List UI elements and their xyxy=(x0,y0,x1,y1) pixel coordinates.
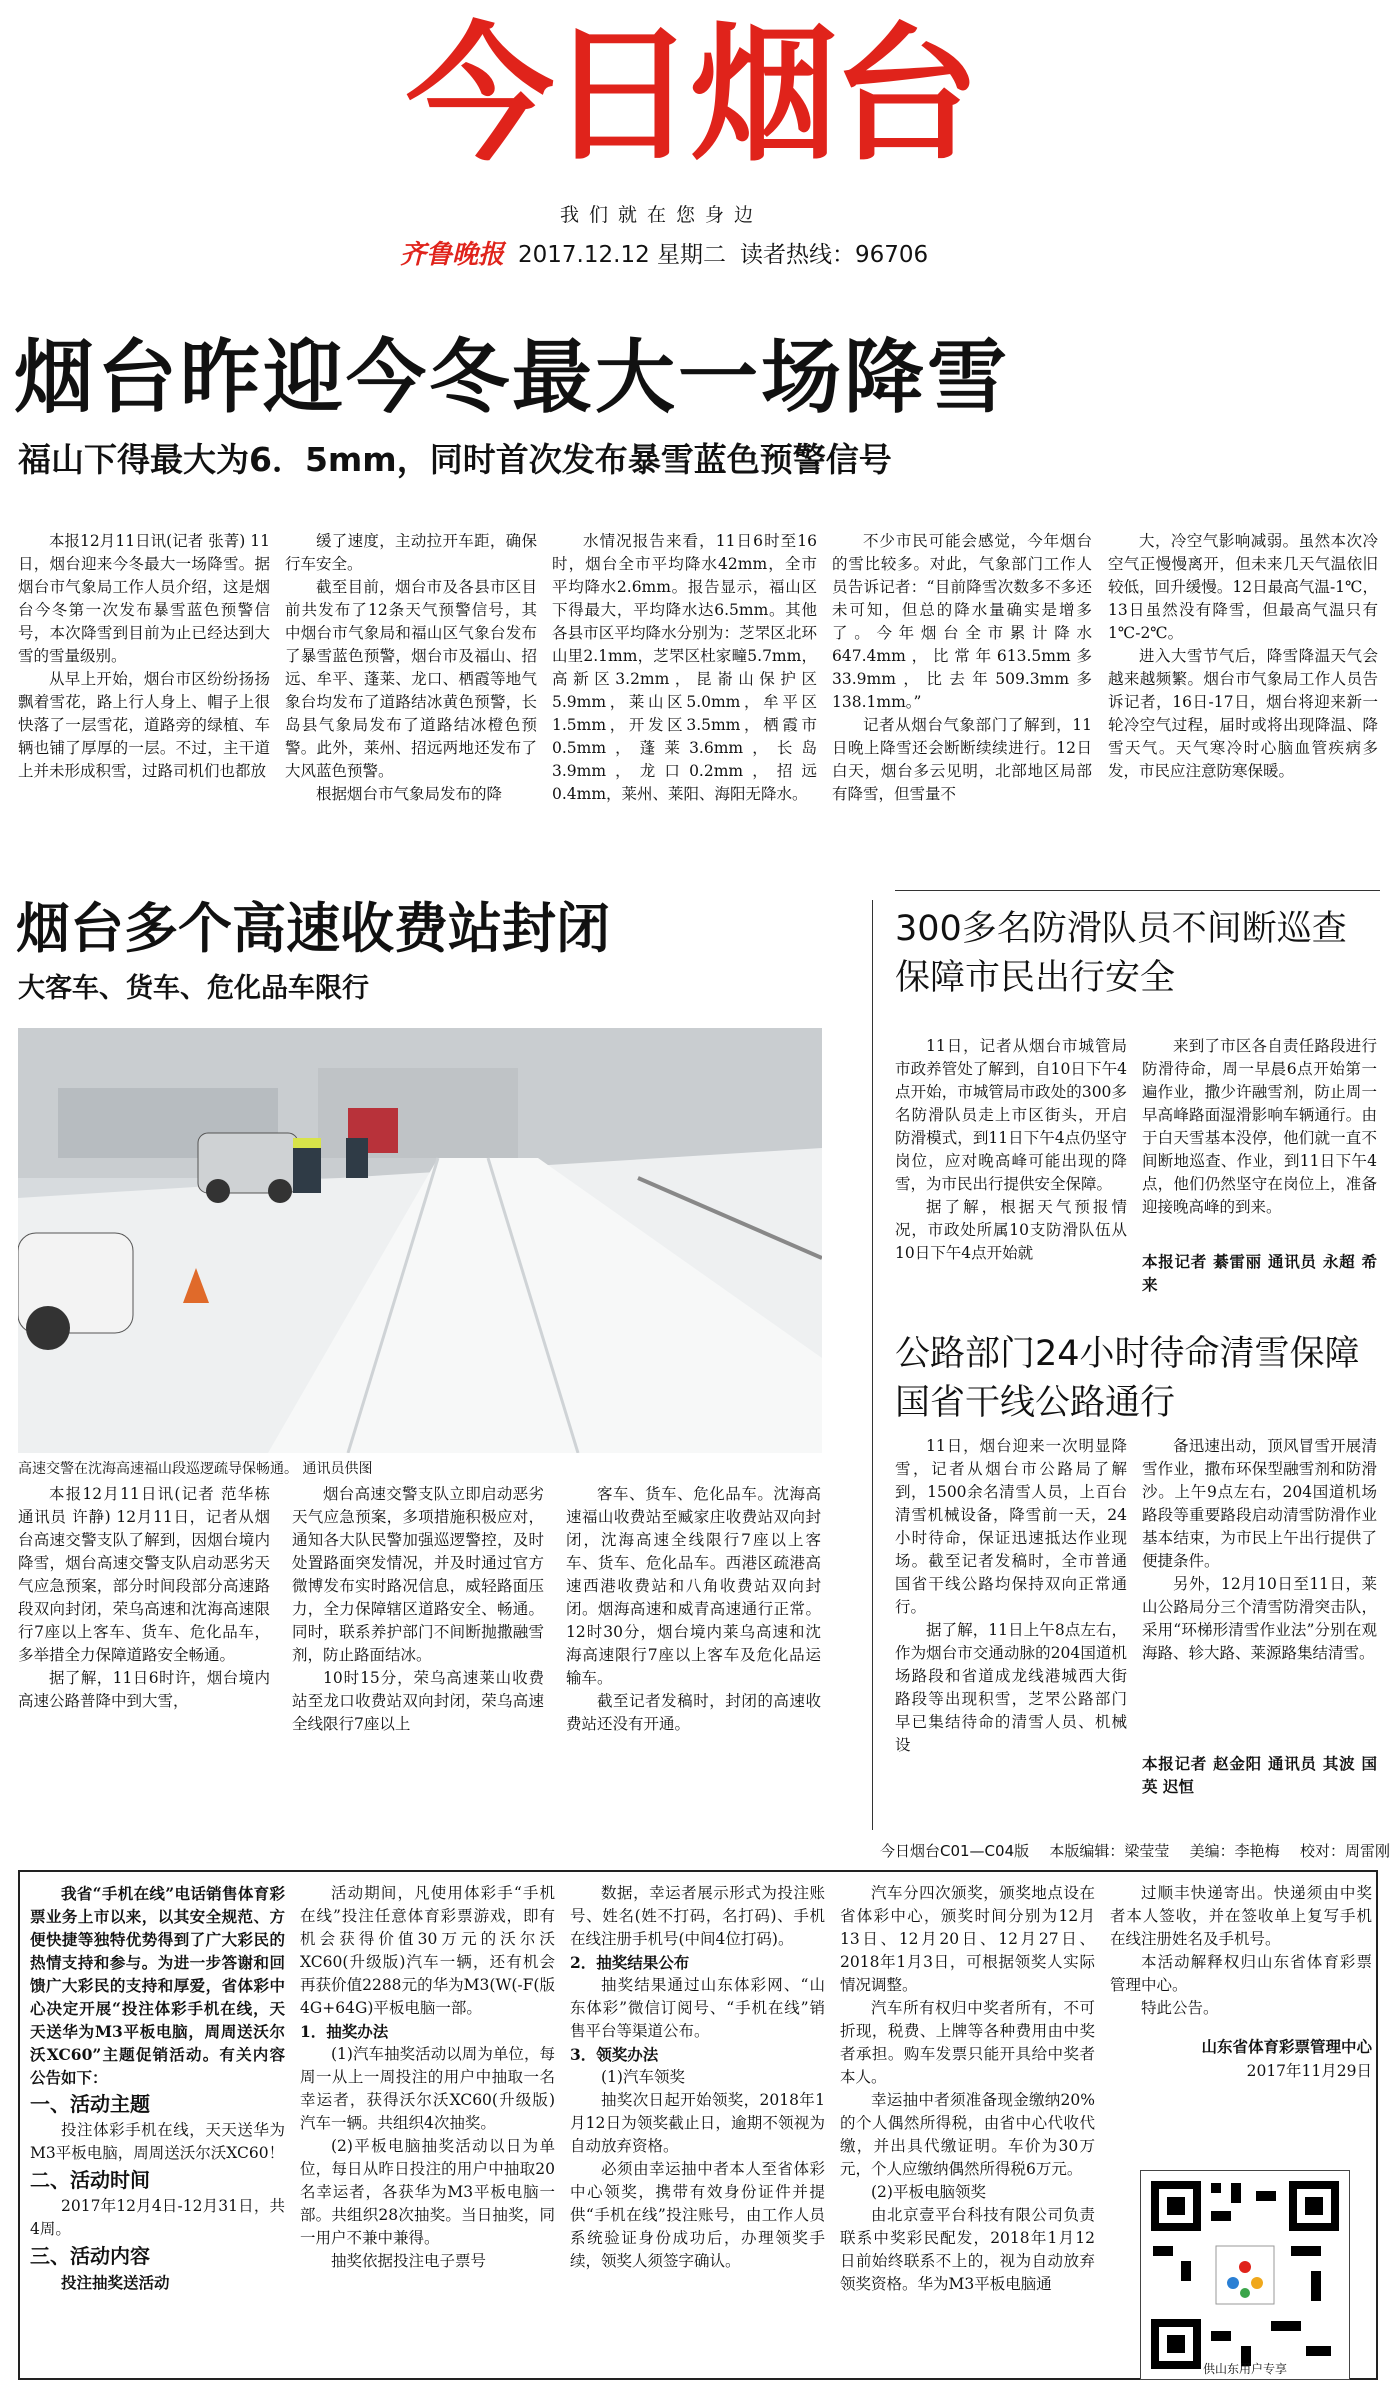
paragraph: 特此公告。 xyxy=(1141,1999,1219,2017)
folio-page: 今日烟台C01—C04版 xyxy=(880,1842,1030,1860)
ad-section-3-sub: 投注抽奖送活动 xyxy=(61,2273,170,2292)
patrol-credit: 本报记者 綦雷丽 通讯员 永超 希来 xyxy=(1142,1252,1377,1294)
paragraph: 本报12月11日讯(记者 张菁) 11日，烟台迎来今冬最大一场降雪。据烟台市气象局工作人员介绍，这是烟台今冬第一次发布暴雪蓝色预警信号，本次降雪到目前为止已经达到大雪的雪量级别。 xyxy=(18,532,270,665)
highway-col-3 xyxy=(566,1483,821,1823)
paragraph: 本活动解释权归山东省体育彩票管理中心。 xyxy=(1110,1953,1372,1994)
ad-col3-text: 数据，幸运者展示形式为投注账号、姓名(姓不打码，名打码)、手机在线注册手机号(中间4位打码)。 xyxy=(570,1884,825,1948)
patrol-headline: 300多名防滑队员不间断巡查保障市民出行安全 xyxy=(895,909,1347,998)
ad-claim-title: 3．领奖办法 xyxy=(570,2045,659,2064)
newspaper-logo: 齐鲁晚报 xyxy=(400,239,505,270)
ad-claim-body xyxy=(570,2066,825,2273)
column-divider xyxy=(872,900,873,1830)
paragraph: 11日，烟台迎来一次明显降雪，记者从烟台市公路局了解到，1500余名清雪人员，上百台清雪机械设备，降雪前一天，24小时待命，保证迅速抵达作业现场。截至记者发稿时，全市普通国省干线公路均保持双向正常通行。 xyxy=(895,1437,1127,1616)
ad-section-1-text: 投注体彩手机在线，天天送华为M3平板电脑，周周送沃尔沃XC60！ xyxy=(30,2121,285,2162)
paragraph: 记者从烟台气象部门了解到，11日晚上降雪还会断断续续进行。12日白天，烟台多云见明，北部地区局部有降雪，但雪量不 xyxy=(832,716,1092,803)
ad-col-5 xyxy=(1110,1882,1372,2032)
paragraph: 据了解，11日6时许，烟台境内高速公路普降中到大雪， xyxy=(18,1669,270,1710)
qr-code xyxy=(1140,2170,1350,2380)
lead-col-1 xyxy=(18,530,270,860)
lead-subhead: 福山下得最大为6．5mm，同时首次发布暴雪蓝色预警信号 xyxy=(18,440,892,479)
ad-organization: 山东省体育彩票管理中心 xyxy=(1201,2037,1372,2056)
qr-code-icon xyxy=(1141,2171,1349,2379)
lead-col-2 xyxy=(285,530,537,860)
paragraph: 截至目前，烟台市及各县市区目前共发布了12条天气预警信号，其中烟台市气象局和福山区气象台发布了暴雪蓝色预警，烟台市及福山、招远、牟平、蓬莱、龙口、栖霞等地气象台均发布了道路结冰黄色预警，长岛县气象局发布了道路结冰橙色预警。此外，莱州、招远两地还发布了大风蓝色预警。 xyxy=(285,578,537,780)
paragraph: 本报12月11日讯(记者 范华栋 通讯员 许静) 12月11日，记者从烟台高速交警支队了解到，因烟台境内降雪，烟台高速交警支队启动恶劣天气应急预案，部分时间段部分高速路段双向封闭，荣乌高速和沈海高速限行7座以上客车、货车、危化品车，多举措全力保障道路安全畅通。 xyxy=(18,1485,270,1664)
paragraph: 来到了市区各自责任路段进行防滑待命，周一早晨6点开始第一遍作业，撒少许融雪剂，防止周一早高峰路面湿滑影响车辆通行。由于白天雪基本没停，他们就一直不间断地巡查、作业，到11日下午4点，他们仍然坚守在岗位上，准备迎接晚高峰的到来。 xyxy=(1142,1037,1377,1216)
paragraph: 抽奖依据投注电子票号 xyxy=(331,2252,487,2270)
ad-col2-text: 活动期间，凡使用体彩手“手机在线”投注任意体育彩票游戏，即有机会获得价值30万元的沃尔沃XC60(升级版)汽车一辆，还有机会再获价值2288元的华为M3(W(-F(版4G+64G)平板电脑一部。 xyxy=(300,1884,555,2017)
paragraph: 由北京壹平台科技有限公司负责联系中奖彩民配发，2018年1月12日前始终联系不上的，视为自动放弃领奖资格。华为M3平板电脑通 xyxy=(840,2206,1095,2293)
paragraph: 过顺丰快递寄出。快递须由中奖者本人签收，并在签收单上复写手机在线注册姓名及手机号。 xyxy=(1110,1884,1372,1948)
paragraph: 截至记者发稿时，封闭的高速收费站还没有开通。 xyxy=(566,1692,821,1733)
ad-intro: 我省“手机在线”电话销售体育彩票业务上市以来，以其安全规范、方便快捷等独特优势得到了广大彩民的热情支持和参与。为进一步答谢和回馈广大彩民的支持和厚爱，省体彩中心决定开展“投注体彩手机在线，天天送华为M3平板电脑，周周送沃尔沃XC60”主题促销活动。有关内容公告如下： xyxy=(30,1884,285,2087)
slogan: 我们就在您身边 xyxy=(560,204,764,226)
paragraph: 缓了速度，主动拉开车距，确保行车安全。 xyxy=(285,532,537,573)
road-col-2 xyxy=(1142,1435,1377,1750)
paragraph: 汽车所有权归中奖者所有，不可折现，税费、上牌等各种费用由中奖者承担。购车发票只能开具给中奖者本人。 xyxy=(840,1999,1095,2086)
photo-illustration xyxy=(18,1028,822,1453)
patrol-col-2 xyxy=(1142,1035,1377,1250)
lead-col-4 xyxy=(832,530,1092,860)
patrol-col-1 xyxy=(895,1035,1127,1305)
highway-headline: 烟台多个高速收费站封闭 xyxy=(16,897,610,960)
paragraph: (2)平板电脑抽奖活动以日为单位，每日从昨日投注的用户中抽取20名幸运者，各获华为M3平板电脑一部。共组织28次抽奖。当日抽奖，同一用户不兼中兼得。 xyxy=(300,2137,555,2247)
paragraph: 从早上开始，烟台市区纷纷扬扬飘着雪花，路上行人身上、帽子上很快落了一层雪花，道路旁的绿植、车辆也铺了厚厚的一层。不过，主干道上并未形成积雪，过路司机们也都放 xyxy=(18,670,270,780)
paragraph: 幸运抽中者须准备现金缴纳20%的个人偶然所得税，由省中心代收代缴，并出具代缴证明。车价为30万元，个人应缴纳偶然所得税6万元。 xyxy=(840,2091,1095,2178)
reader-hotline: 读者热线：96706 xyxy=(740,241,929,268)
ad-col-3 xyxy=(570,1882,825,2372)
highway-col-2 xyxy=(292,1483,544,1823)
folio-proof: 校对：周雷刚 xyxy=(1299,1842,1390,1860)
paragraph: 另外，12月10日至11日，莱山公路局分三个清雪防滑突击队，采用“环梯形清雪作业法”分别在观海路、轸大路、莱源路集结清雪。 xyxy=(1142,1575,1377,1662)
paragraph: 大，冷空气影响减弱。虽然本次冷空气正慢慢离开，但未来几天气温依旧较低，回升缓慢。12日最高气温-1℃，13日虽然没有降雪，但最高气温只有1℃-2℃。 xyxy=(1108,532,1378,642)
paragraph: 不少市民可能会感觉，今年烟台的雪比较多。对此，气象部门工作人员告诉记者：“目前降雪次数多不多还未可知，但总的降水量确实是增多了。今年烟台全市累计降水647.4mm，比常年613.5mm多33.9mm，比去年509.3mm多138.1mm。” xyxy=(832,532,1092,711)
paragraph: 必须由幸运抽中者本人至省体彩中心领奖，携带有效身份证件并提供“手机在线”投注账号，由工作人员系统验证身份成功后，办理领奖手续，领奖人须签字确认。 xyxy=(570,2160,825,2270)
paragraph: (1)汽车抽奖活动以周为单位，每周一从上一周投注的用户中抽取一名幸运者，获得沃尔沃XC60(升级版)汽车一辆。共组织4次抽奖。 xyxy=(300,2045,555,2132)
road-col-1 xyxy=(895,1435,1127,1825)
highway-subhead: 大客车、货车、危化品车限行 xyxy=(18,973,369,1004)
divider xyxy=(895,890,1380,891)
qr-caption: 供山东用户专享 xyxy=(1202,2362,1287,2376)
paragraph: (2)平板电脑领奖 xyxy=(871,2183,986,2201)
folio-editor: 本版编辑：梁莹莹 xyxy=(1049,1842,1170,1860)
ad-col-2 xyxy=(300,1882,555,2372)
ad-section-3-title: 三、活动内容 xyxy=(30,2244,150,2268)
paragraph: 客车、货车、危化品车。沈海高速福山收费站至臧家庄收费站双向封闭，沈海高速全线限行7座以上客车、货车、危化品车。西港区疏港高速西港收费站和八角收费站双向封闭。烟海高速和威青高速通行正常。12时30分，烟台境内莱乌高速和沈海高速限行7座以上客车及危化品运输车。 xyxy=(566,1485,821,1687)
ad-section-2-text: 2017年12月4日-12月31日，共4周。 xyxy=(30,2197,285,2238)
road-headline: 公路部门24小时待命清雪保障国省干线公路通行 xyxy=(895,1334,1360,1423)
paragraph: 根据烟台市气象局发布的降 xyxy=(316,785,503,803)
lead-col-3 xyxy=(552,530,817,860)
paragraph: 据了解，11日上午8点左右，作为烟台市交通动脉的204国道机场路段和省道成龙线港城西大街路段等出现积雪，芝罘公路部门早已集结待命的清雪人员、机械设 xyxy=(895,1621,1127,1754)
ad-section-1-title: 一、活动主题 xyxy=(30,2092,150,2116)
lead-col-5 xyxy=(1108,530,1378,860)
snow-highway-photo xyxy=(18,1028,822,1453)
paragraph: 备迅速出动，顶风冒雪开展清雪作业，撒布环保型融雪剂和防滑沙。上午9点左右，204国道机场路段等重要路段启动清雪防滑作业基本结束，为市民上午出行提供了便捷条件。 xyxy=(1142,1437,1377,1570)
highway-col-1 xyxy=(18,1483,270,1823)
paragraph: 汽车分四次颁奖，颁奖地点设在省体彩中心，颁奖时间分别为12月13日、12月20日、12月27日、2018年1月3日，可根据领奖人实际情况调整。 xyxy=(840,1884,1095,1994)
paragraph: (1)汽车领奖 xyxy=(601,2068,685,2086)
ad-result-title: 2．抽奖结果公布 xyxy=(570,1953,690,1972)
issue-date: 2017.12.12 星期二 xyxy=(518,241,727,268)
photo-caption: 高速交警在沈海高速福山段巡逻疏导保畅通。 通讯员供图 xyxy=(18,1461,373,1477)
lead-headline: 烟台昨迎今冬最大一场降雪 xyxy=(14,331,1010,424)
paragraph: 11日，记者从烟台市城管局市政养管处了解到，自10日下午4点开始，市城管局市政处的300多名防滑队员走上市区街头，开启防滑模式，到11日下午4点仍坚守岗位，应对晚高峰可能出现的降雪，为市民出行提供安全保障。 xyxy=(895,1037,1127,1193)
paragraph: 10时15分，荣乌高速莱山收费站至龙口收费站双向封闭，荣乌高速全线限行7座以上 xyxy=(292,1669,544,1733)
ad-col-1 xyxy=(30,1882,285,2372)
ad-lottery-method-title: 1．抽奖办法 xyxy=(300,2022,389,2041)
info-bar xyxy=(400,232,928,272)
paragraph: 进入大雪节气后，降雪降温天气会越来越频繁。烟台市气象局工作人员告诉记者，16日-17日，烟台将迎来新一轮冷空气过程，届时或将出现降温、降雪天气。天气寒冷时心脑血管疾病多发，市民应注意防寒保暖。 xyxy=(1108,647,1378,780)
ad-section-2-title: 二、活动时间 xyxy=(30,2168,150,2192)
ad-col-4 xyxy=(840,1882,1095,2372)
ad-result-text: 抽奖结果通过山东体彩网、“山东体彩”微信订阅号、“手机在线”销售平台等渠道公布。 xyxy=(570,1976,825,2040)
ad-date: 2017年11月29日 xyxy=(1246,2062,1372,2080)
masthead-title: 今日烟台 xyxy=(406,9,974,181)
paragraph: 水情况报告来看，11日6时至16时，烟台全市平均降水42mm，全市平均降水2.6mm。报告显示，福山区下得最大，平均降水达6.5mm。其他各县市区平均降水分别为：芝罘区北环山里2.1mm，芝罘区杜家疃5.7mm，高新区3.2mm，昆嵛山保护区5.9mm，莱山区5.0mm，牟平区1.5mm，开发区3.5mm，栖霞市0.5mm，蓬莱3.6mm，长岛3.9mm，龙口0.2mm，招远0.4mm，莱州、莱阳、海阳无降水。 xyxy=(552,532,817,803)
road-credit: 本报记者 赵金阳 通讯员 其波 国英 迟恒 xyxy=(1142,1754,1377,1796)
paragraph: 据了解，根据天气预报情况，市政处所属10支防滑队伍从10日下午4点开始就 xyxy=(895,1198,1127,1262)
page-folio xyxy=(880,1840,1390,1861)
ad-col2-body xyxy=(300,2043,555,2273)
paragraph: 抽奖次日起开始领奖，2018年1月12日为领奖截止日，逾期不领视为自动放弃资格。 xyxy=(570,2091,825,2155)
folio-designer: 美编：李艳梅 xyxy=(1189,1842,1280,1860)
paragraph: 烟台高速交警支队立即启动恶劣天气应急预案，多项措施积极应对，通知各大队民警加强巡逻警控，及时处置路面突发情况，并及时通过官方微博发布实时路况信息，威轻路面压力，全力保障辖区道路安全、畅通。同时，联系养护部门不间断抛撒融雪剂，防止路面结冰。 xyxy=(292,1485,544,1664)
